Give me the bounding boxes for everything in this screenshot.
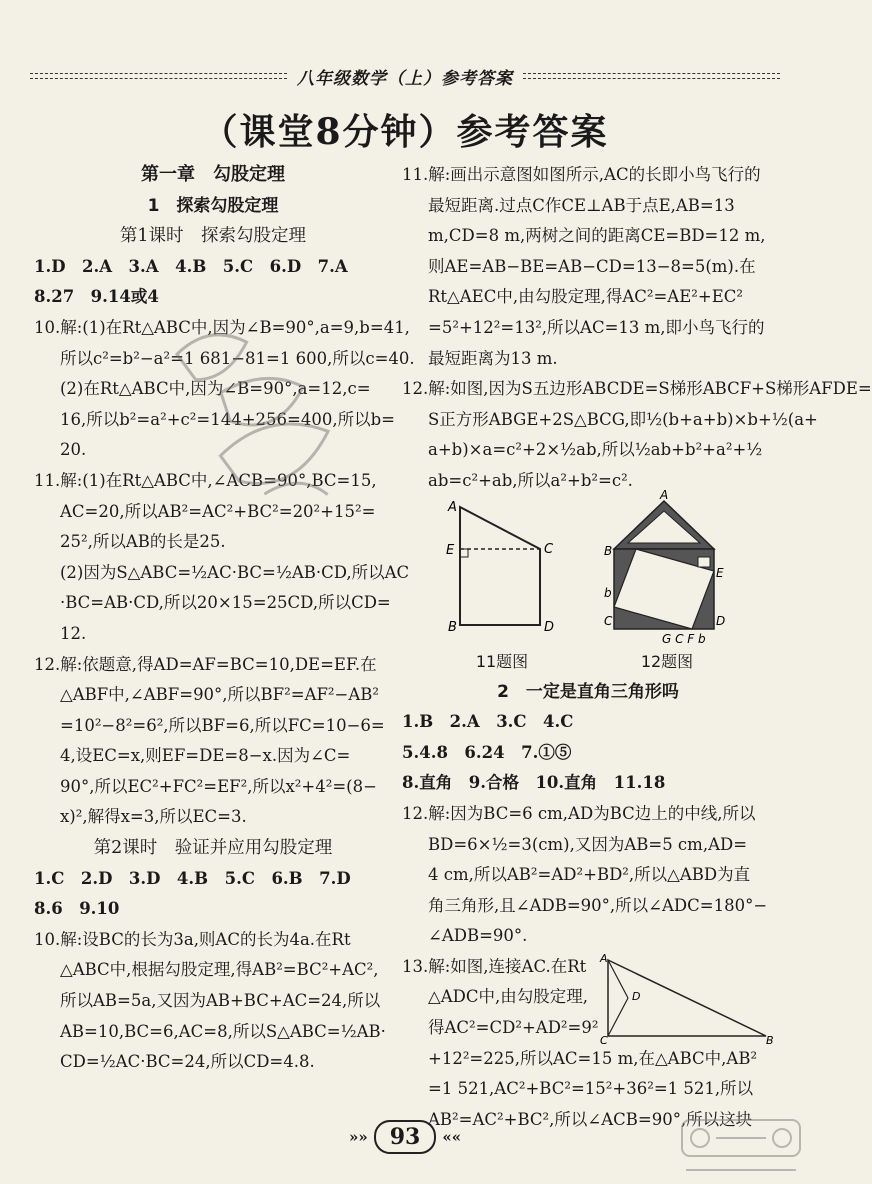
answer-line: △ABF中,∠ABF=90°,所以BF²=AF²−AB² [60,685,380,705]
answer-line: 所以AB=5a,又因为AB+BC+AC=24,所以 [60,991,381,1011]
chevrons-right-icon: »» [348,1128,368,1146]
answer-line: 8.直角 9.合格 10.直角 11.18 [402,773,666,793]
answer-line: 角三角形,且∠ADB=90°,所以∠ADC=180°− [428,895,768,915]
svg-text:C: C [544,541,554,557]
answer-line: 10.解:(1)在Rt△ABC中,因为∠B=90°,a=9,b=41, [34,317,410,337]
figure-13-diagram [600,951,776,1047]
answer-line: 最短距离为13 m. [428,348,558,368]
svg-text:B: B [448,619,457,635]
answer-line: ab=c²+ab,所以a²+b²=c². [428,470,633,490]
answer-line: +12²=225,所以AC=15 m,在△ABC中,AB² [428,1048,758,1068]
svg-text:A: A [600,951,608,965]
answer-line: ·BC=AB·CD,所以20×15=25CD,所以CD= [60,593,391,613]
answer-line: 得AC²=CD²+AD²=9² [428,1018,599,1038]
svg-text:D: D [632,989,641,1003]
answer-line: △ABC中,根据勾股定理,得AB²=BC²+AC², [60,960,379,980]
figure-12-diagram [602,487,732,647]
answer-line: =5²+12²=13²,所以AC=13 m,即小鸟飞行的 [428,317,765,337]
answer-line: 10.解:设BC的长为3a,则AC的长为4a.在Rt [34,929,351,949]
answer-line: (2)在Rt△ABC中,因为∠B=90°,a=12,c= [60,379,371,399]
figure-11-diagram [442,497,562,647]
svg-text:C: C [604,613,613,628]
answer-line: BD=6×½=3(cm),又因为AB=5 cm,AD= [428,834,748,854]
answer-line: =10²−8²=6²,所以BF=6,所以FC=10−6= [60,715,385,735]
svg-text:G C F b: G C F b [662,631,706,646]
answer-line: 13.解:如图,连接AC.在Rt [402,956,587,976]
svg-text:B: B [604,543,613,558]
answer-line: 11.解:(1)在Rt△ABC中,∠ACB=90°,BC=15, [34,470,377,490]
answer-line: 90°,所以EC²+FC²=EF²,所以x²+4²=(8− [60,776,377,796]
answer-line: 11.解:画出示意图如图所示,AC的长即小鸟飞行的 [402,165,761,184]
answer-line: S正方形ABGE+2S△BCG,即½(b+a+b)×b+½(a+ [428,409,818,429]
left-column [34,160,415,1078]
svg-text:A: A [660,487,669,502]
answer-line: 8.27 9.14或4 [34,287,159,307]
figure-11 [442,497,562,678]
section-heading: 1 探索勾股定理 [147,195,279,216]
answer-line: AB²=AC²+BC²,所以∠ACB=90°,所以这块 [428,1109,753,1129]
svg-text:D: D [716,613,726,628]
answer-line: 则AE=AB−BE=AB−CD=13−8=5(m).在 [428,256,756,276]
answer-line: 5.4.8 6.24 7.①⑤ [402,742,572,762]
answer-line: 最短距离.过点C作CE⊥AB于点E,AB=13 [428,195,735,215]
corner-logo [676,1110,806,1180]
figures-row [402,487,774,677]
section-heading: 2 一定是直角三角形吗 [497,681,679,702]
svg-text:C: C [600,1033,608,1047]
answer-line: 16,所以b²=a²+c²=144+256=400,所以b= [60,409,395,429]
answer-line: △ADC中,由勾股定理, [428,987,588,1007]
answer-line: x)²,解得x=3,所以EC=3. [60,807,247,827]
svg-text:E: E [446,542,455,558]
answer-line: ∠ADB=90°. [428,926,528,946]
answer-line: 1.B 2.A 3.C 4.C [402,712,574,732]
svg-text:B: B [766,1033,774,1047]
answer-line: 12.解:如图,因为S五边形ABCDE=S梯形ABCF+S梯形AFDE= [402,379,872,399]
figure-11-caption: 11题图 [475,651,529,671]
chapter-heading: 第一章 勾股定理 [141,164,285,185]
answer-line: 25²,所以AB的长是25. [60,532,226,552]
lesson-heading: 第2课时 验证并应用勾股定理 [93,838,333,859]
answer-line: 4,设EC=x,则EF=DE=8−x.因为∠C= [60,746,351,766]
answer-line: 12.解:依题意,得AD=AF=BC=10,DE=EF.在 [34,654,377,674]
answer-line: 4 cm,所以AB²=AD²+BD²,所以△ABD为直 [428,865,751,885]
answer-line: =1 521,AC²+BC²=15²+36²=1 521,所以 [428,1079,754,1099]
answer-line: (2)因为S△ABC=½AC·BC=½AB·CD,所以AC [60,562,410,582]
answer-line: 8.6 9.10 [34,899,120,919]
page-number: 93 [374,1120,437,1154]
answer-line: a+b)×a=c²+2×½ab,所以½ab+b²+a²+½ [428,440,763,460]
problem-13-block [402,951,774,1047]
figure-12-caption: 12题图 [640,651,694,671]
svg-text:b: b [604,585,612,600]
answer-line: 所以c²=b²−a²=1 681−81=1 600,所以c=40. [60,348,415,368]
svg-text:D: D [544,619,555,635]
svg-text:E: E [716,565,724,580]
running-header [30,64,780,88]
answer-line: AC=20,所以AB²=AC²+BC²=20²+15²= [60,501,376,521]
answer-line: 20. [60,440,87,460]
answer-line: 1.D 2.A 3.A 4.B 5.C 6.D 7.A [34,256,348,276]
page-title: （课堂8分钟）参考答案 [201,111,609,153]
answer-line: Rt△AEC中,由勾股定理,得AC²=AE²+EC² [428,287,743,307]
answer-line: 12. [60,623,87,643]
answer-line: CD=½AC·BC=24,所以CD=4.8. [60,1052,315,1072]
svg-text:A: A [448,499,457,515]
answer-line: 12.解:因为BC=6 cm,AD为BC边上的中线,所以 [402,803,756,823]
lesson-heading: 第1课时 探索勾股定理 [119,226,307,247]
answer-line: 1.C 2.D 3.D 4.B 5.C 6.B 7.D [34,868,351,888]
chevrons-left-icon: «« [442,1128,462,1146]
header-text: 八年级数学（上）参考答案 [297,68,513,89]
answer-line: m,CD=8 m,两树之间的距离CE=BD=12 m, [428,226,766,246]
right-column [402,160,872,1135]
answer-line: AB=10,BC=6,AC=8,所以S△ABC=½AB· [60,1021,386,1041]
header-dash-right [523,73,780,79]
figure-12 [602,487,732,678]
header-dash-left [30,73,287,79]
